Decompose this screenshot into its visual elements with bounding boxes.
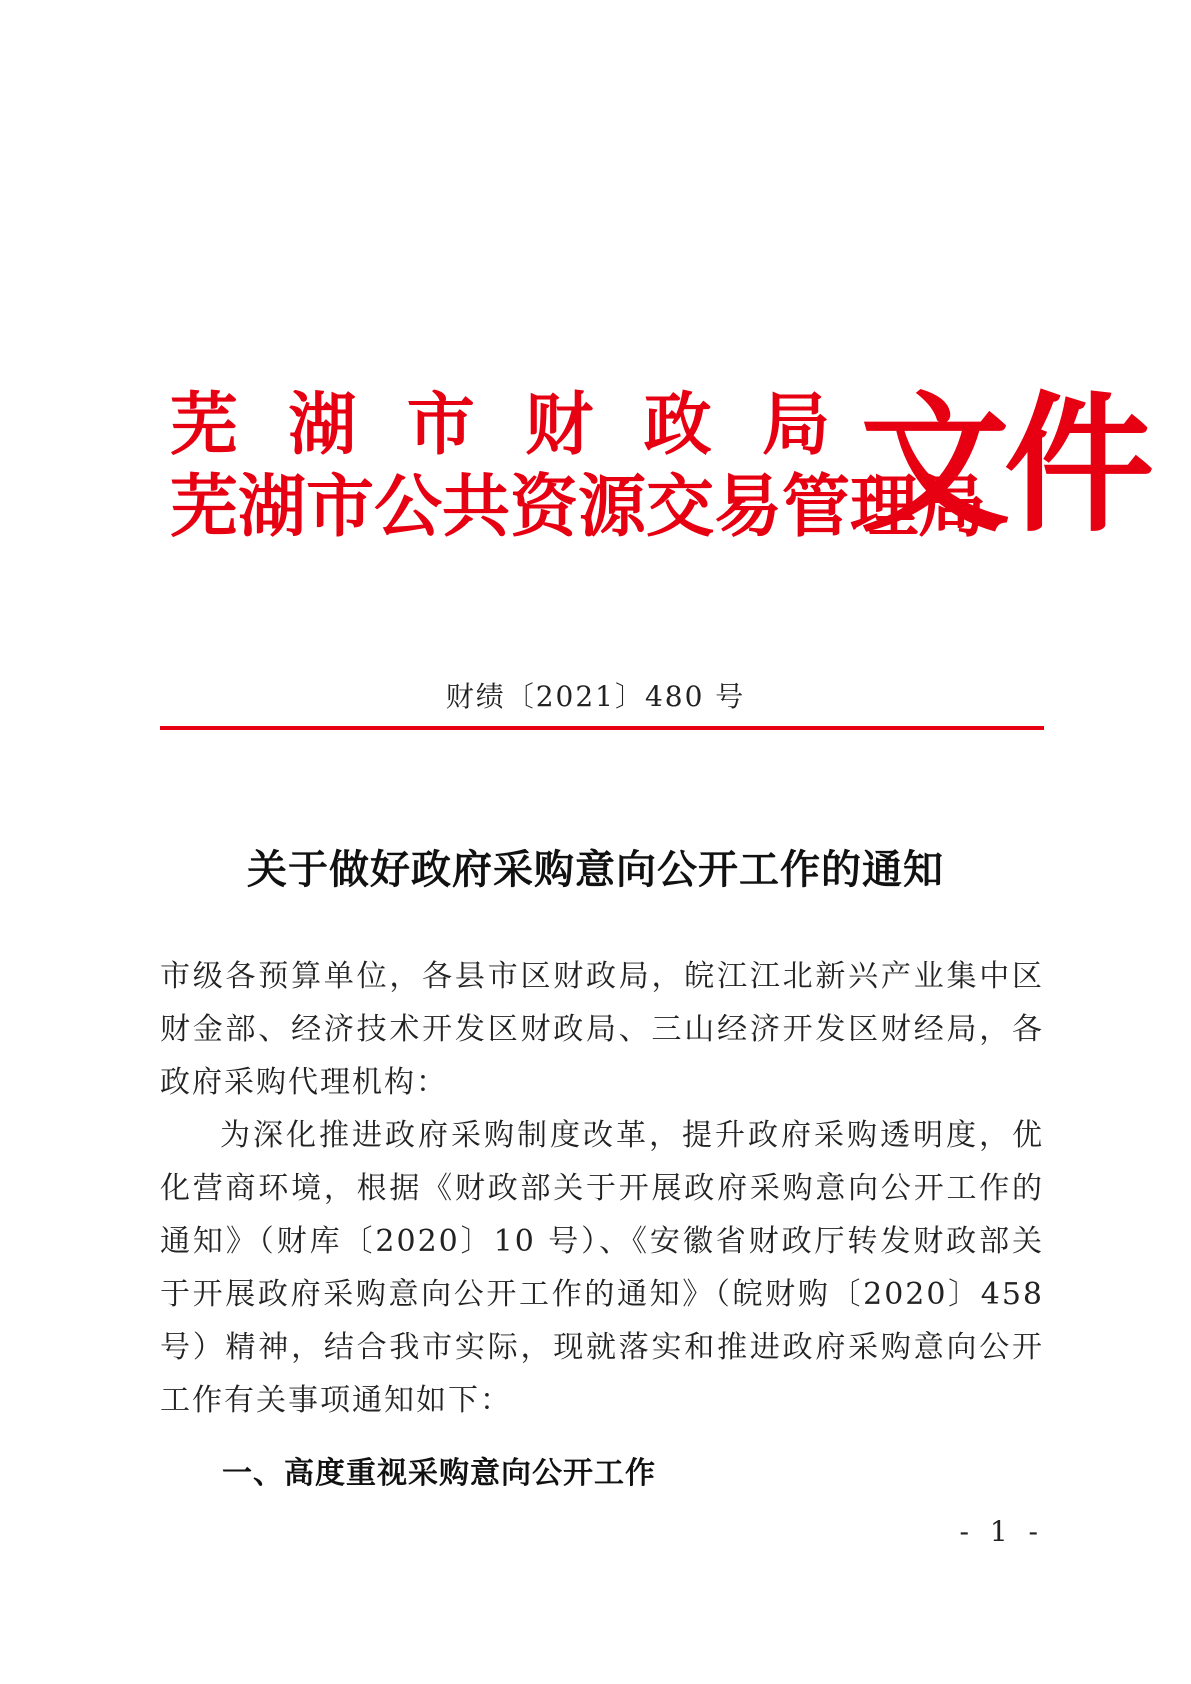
- org-name-finance-bureau: [170, 385, 830, 467]
- org-char: 政: [643, 386, 712, 465]
- org-char: 湖: [288, 386, 357, 465]
- org-char: 局: [761, 386, 830, 465]
- document-masthead: [170, 377, 1149, 560]
- body-paragraph: 为深化推进政府采购制度改革，提升政府采购透明度，优化营商环境，根据《财政部关于开展政府采购意向公开工作的通知》（财库〔2020〕10 号）、《安徽省财政厅转发财政部关于开展政府采购意向公开工作的通知》（皖财购〔2020〕458 号）精神，结合我市实际，现就落实和推进政府采购意向公开工作有关事项通知如下：: [160, 1118, 1044, 1418]
- org-char: 芜: [170, 386, 239, 465]
- document-body: [160, 950, 1044, 1427]
- red-divider-rule: [160, 726, 1044, 730]
- document-word: 文件: [860, 377, 1149, 553]
- document-number: 财绩〔2021〕480 号: [445, 680, 746, 713]
- issuing-organizations: [170, 385, 987, 549]
- org-char: 财: [525, 386, 594, 465]
- addressee-paragraph: 市级各预算单位，各县市区财政局，皖江江北新兴产业集中区财金部、经济技术开发区财政局、三山经济开发区财经局，各政府采购代理机构：: [160, 959, 1044, 1100]
- section-heading: 一、高度重视采购意向公开工作: [222, 1456, 656, 1491]
- org-name-resource-trading-bureau: 芜湖市公共资源交易管理局: [170, 468, 987, 547]
- document-title: 关于做好政府采购意向公开工作的通知: [247, 846, 944, 893]
- org-char: 市: [406, 386, 475, 465]
- page-number: - 1 -: [959, 1515, 1044, 1548]
